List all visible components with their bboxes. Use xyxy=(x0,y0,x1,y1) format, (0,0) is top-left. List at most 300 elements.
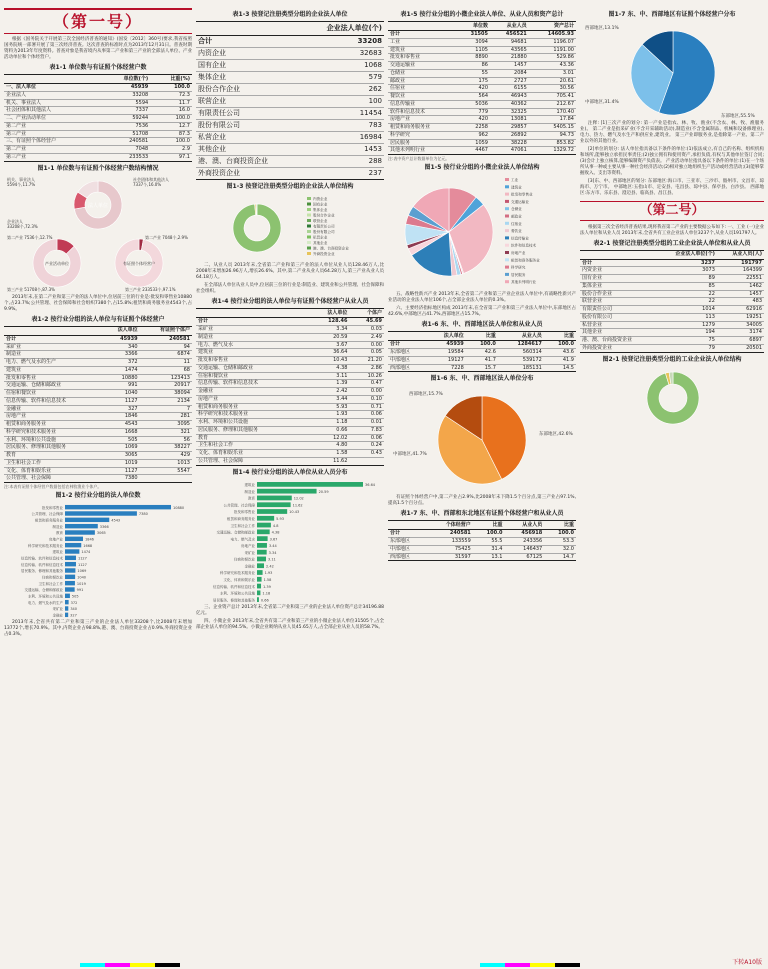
bar xyxy=(65,562,76,566)
bar-category-label: 交通运输、仓储和邮政业 xyxy=(216,530,255,535)
table-cell: 2134 xyxy=(140,397,192,405)
bar-value-label: 1040 xyxy=(77,575,87,580)
legend-label: 信息传输业 xyxy=(511,236,529,241)
bar-value-label: 0.66 xyxy=(260,597,269,602)
table-cell: 3.44 xyxy=(308,395,350,403)
bar xyxy=(257,543,267,548)
table-cell: 7380 xyxy=(103,475,140,483)
bar xyxy=(65,594,70,598)
bar xyxy=(257,529,270,534)
bar-value-label: 3366 xyxy=(99,524,109,529)
table-row xyxy=(196,120,384,132)
table-row xyxy=(4,467,192,475)
table-cell: 185131 xyxy=(498,364,544,372)
bar-value-label: 20.59 xyxy=(318,489,329,494)
column-3 xyxy=(388,8,576,963)
table-cell: 1474 xyxy=(103,366,140,374)
table-cell: 240581 xyxy=(100,138,151,146)
table-row xyxy=(4,122,192,130)
bar-value-label: 1474 xyxy=(81,550,91,555)
table-cell: 22551 xyxy=(717,275,764,283)
table-1-2-note: 注:本表有证照个体经营户数据包括农林牧渔业个体户。 xyxy=(4,484,102,490)
column-header: 个体经营户 xyxy=(426,521,472,530)
table-cell: 东部地区 xyxy=(388,349,427,357)
section-heading-first: （第一号） xyxy=(4,8,192,34)
table-cell: 237 xyxy=(300,168,384,180)
column-header xyxy=(196,22,300,36)
legend-value: 33208个,72.3% xyxy=(7,223,38,229)
table-cell: 1069 xyxy=(103,444,140,452)
legend-label: 其他企业 xyxy=(313,241,328,246)
table-row xyxy=(4,397,192,405)
table-cell: 14.5 xyxy=(544,364,576,372)
table-cell: 1453 xyxy=(300,144,384,156)
table-cell: 26892 xyxy=(490,131,529,139)
table-row xyxy=(388,349,576,357)
table-row xyxy=(196,364,384,372)
bar xyxy=(65,518,109,522)
table-header-row xyxy=(580,250,764,259)
table-cell: 3094 xyxy=(457,38,490,46)
legend-swatch xyxy=(505,280,509,283)
table-cell: 233533 xyxy=(100,153,151,161)
table-cell: 2084 xyxy=(490,69,529,77)
table-cell: 7337 xyxy=(100,107,151,115)
table-row xyxy=(580,275,764,283)
paragraph-notes-region: [3]东、中、西部地区的划分: 东部地区:海口市、三亚市、三沙市、儋州市、文昌市、琼海市、万宁市。 中部地区:五指山市、定安县、屯昌县、琼中县、保亭县、白沙县。 西部地区:东方市、乐东县、澄迈县、临高县、昌江县。 xyxy=(580,179,764,197)
table-cell: 11.7 xyxy=(150,99,192,107)
table-cell: 6897 xyxy=(717,337,764,345)
table-cell: 0.01 xyxy=(349,419,384,427)
table-cell: 合计 xyxy=(388,341,427,349)
section-heading-second: （第二号） xyxy=(580,201,764,221)
table-cell: 房地产业 xyxy=(388,116,457,124)
legend-label: 房地产业 xyxy=(511,251,526,256)
table-cell: 43.36 xyxy=(529,62,576,70)
bar xyxy=(257,488,317,493)
table-cell: 7.83 xyxy=(349,426,384,434)
table-cell: 36.64 xyxy=(308,349,350,357)
pie-label: 西部地区,13.1% xyxy=(585,26,619,32)
table-cell: 0.71 xyxy=(349,403,384,411)
table-cell: 水利、环境和公共设施 xyxy=(4,436,103,444)
table-row xyxy=(4,382,192,390)
table-row xyxy=(196,426,384,434)
table-cell: 集体企业 xyxy=(196,72,300,84)
table-row xyxy=(4,91,192,99)
bar-value-label: 1127 xyxy=(77,556,87,561)
table-cell: 123413 xyxy=(140,374,192,382)
table-cell: 1105 xyxy=(457,46,490,54)
table-row xyxy=(4,115,192,123)
table-cell: 20.59 xyxy=(308,333,350,341)
bar-category-label: 住宿和餐饮业 xyxy=(42,575,63,580)
table-cell: 有限责任公司 xyxy=(196,108,300,120)
bar-value-label: 1127 xyxy=(77,562,87,567)
column-header: 单位数 xyxy=(457,22,490,31)
table-cell: 100.0 xyxy=(544,341,576,349)
table-cell: 国有企业 xyxy=(580,275,656,283)
table-row xyxy=(196,411,384,419)
table-row xyxy=(4,475,192,483)
bar xyxy=(257,597,259,602)
table-cell: 联营企业 xyxy=(196,96,300,108)
table-1-7 xyxy=(388,520,576,561)
table-row xyxy=(196,457,384,465)
bar-category-label: 建筑业 xyxy=(244,482,255,487)
print-colorbar-right xyxy=(480,963,580,967)
table-row xyxy=(580,337,764,345)
table-cell: 文化、体育和娱乐业 xyxy=(196,450,308,458)
table-cell: 40362 xyxy=(490,100,529,108)
table-1-1 xyxy=(4,74,192,162)
table-row xyxy=(196,341,384,349)
table-cell: 1.93 xyxy=(308,411,350,419)
bar xyxy=(257,556,266,561)
bar-value-label: 3.34 xyxy=(268,550,277,555)
table-cell: 45939 xyxy=(427,341,466,349)
table-cell: 243356 xyxy=(504,538,544,546)
table-cell: 56 xyxy=(140,436,192,444)
table-row xyxy=(196,326,384,334)
table-cell: 68 xyxy=(140,366,192,374)
table-cell: 东部地区 xyxy=(388,538,426,546)
table-header-row xyxy=(4,75,192,84)
table-cell: 电力、燃气及水 xyxy=(196,341,308,349)
bar-value-label: 1.39 xyxy=(263,584,271,589)
table-cell: 房地产业 xyxy=(4,413,103,421)
table-cell: 51708 xyxy=(100,130,151,138)
table-cell: 国有企业 xyxy=(196,60,300,72)
table-cell: 文化、体育和娱乐业 xyxy=(4,467,103,475)
table-row xyxy=(196,372,384,380)
legend-label: 其他未列明行业 xyxy=(511,280,537,285)
table-row xyxy=(388,85,576,93)
table-cell: 321 xyxy=(140,428,192,436)
table-cell: 113 xyxy=(656,313,717,321)
table-cell: 14.7 xyxy=(544,553,576,561)
legend-label: 集体企业 xyxy=(313,208,328,213)
table-cell: 内资企业 xyxy=(196,48,300,60)
table-cell: 3237 xyxy=(656,259,717,267)
table-row xyxy=(580,313,764,321)
bar xyxy=(257,590,260,595)
table-cell: 公共管理、社会保障 xyxy=(4,475,103,483)
table-row xyxy=(580,306,764,314)
legend-label: 租赁和商务服务业 xyxy=(511,258,540,263)
bar xyxy=(257,549,267,554)
column-header xyxy=(580,250,656,259)
legend-value: 7337个,16.0% xyxy=(133,181,162,187)
column-header xyxy=(388,22,457,31)
table-cell: 85 xyxy=(656,282,717,290)
bar xyxy=(65,505,171,509)
table-row xyxy=(580,267,764,275)
table-cell: 194 xyxy=(656,329,717,337)
table-cell: 2.9 xyxy=(150,146,192,154)
table-row xyxy=(196,72,384,84)
table-cell: 32683 xyxy=(300,48,384,60)
bar-category-label: 建筑业 xyxy=(52,550,63,555)
legend-label: 餐饮业 xyxy=(511,229,522,234)
column-header: 比重 xyxy=(466,332,498,341)
table-cell: 75425 xyxy=(426,545,472,553)
table-cell: 居民服务、修理和其他服务 xyxy=(4,444,103,452)
table-cell: 7 xyxy=(140,405,192,413)
table-row xyxy=(4,413,192,421)
table-cell: 6874 xyxy=(140,351,192,359)
table-cell: 94681 xyxy=(490,38,529,46)
paragraph-emerging: 五、战略性新兴产业 2013年末,全省第二产业和第三产业企业法人单位中,有战略性新兴产业活动的企业法人单位106个,占全部企业法人单位的0.3%。 xyxy=(388,292,576,304)
table-cell: 79 xyxy=(656,344,717,352)
table-cell: 科学研究 xyxy=(388,131,457,139)
table-row xyxy=(196,36,384,48)
table-row xyxy=(196,60,384,72)
pie-label: 东部地区,42.6% xyxy=(539,432,573,438)
table-row xyxy=(388,139,576,147)
table-cell: 其他未列明行业 xyxy=(388,147,457,155)
legend-swatch xyxy=(307,208,311,211)
bar-category-label: 金融业 xyxy=(52,613,63,618)
bar-category-label: 制造业 xyxy=(52,524,63,529)
figure-1-6-caption: 图1-6 东、中、西部地区法人单位分布 xyxy=(430,375,534,383)
table-cell: 29857 xyxy=(490,124,529,132)
table-row xyxy=(196,333,384,341)
table-cell: 100.0 xyxy=(473,530,505,538)
table-row xyxy=(4,146,192,154)
table-cell: 中部地区 xyxy=(388,545,426,553)
legend-swatch xyxy=(505,185,509,188)
bar xyxy=(65,511,137,515)
table-cell: 529.86 xyxy=(529,54,576,62)
bar-category-label: 水利、环境和公共设施 xyxy=(28,594,63,599)
table-cell: 信息传输、软件和信息技术 xyxy=(196,380,308,388)
table-cell: 11 xyxy=(140,359,192,367)
pie-label: 中部地区,31.4% xyxy=(585,100,619,106)
table-cell: 19584 xyxy=(427,349,466,357)
legend-label: 住宿业 xyxy=(511,221,522,226)
paragraph-industry: 2013年末,在第二产业和第三产业的法人单位中,位居前三位的行业是:批发和零售业10880个,占23.7%;公共管理、社会保障和社会组织7380个,占15.8%;租赁和商务服务业4543个,占9.9%。 xyxy=(4,294,192,312)
table-cell: 779 xyxy=(457,108,490,116)
table-1-4 xyxy=(196,308,384,465)
table-cell: 87.3 xyxy=(150,130,192,138)
table-cell xyxy=(349,457,384,465)
table-cell: 45.69 xyxy=(349,318,384,326)
table-cell: 42.6 xyxy=(466,349,498,357)
table-cell: 科学研究和技术服务业 xyxy=(4,428,103,436)
column-header xyxy=(388,521,426,530)
table-cell: 212.67 xyxy=(529,100,576,108)
table-2-1 xyxy=(580,250,764,353)
table-1-3-caption: 表1-3 按登记注册类型分组的企业法人单位 xyxy=(232,11,348,18)
column-header: 比重(%) xyxy=(150,75,192,84)
table-row xyxy=(4,459,192,467)
paragraph-assets: 三、企业资产总计 2013年末,全省第二产业和第三产业的企业法人单位资产总计34196.88亿元。 xyxy=(196,604,384,616)
pie-center-label: 产业活动单位 xyxy=(45,260,69,266)
table-cell: 1.39 xyxy=(308,380,350,388)
table-cell: 住宿和餐饮业 xyxy=(4,390,103,398)
legend-swatch xyxy=(505,215,509,218)
table-cell: 一、法人单位 xyxy=(4,84,100,92)
table-cell: 43.6 xyxy=(544,349,576,357)
legend-swatch xyxy=(505,251,509,254)
table-row xyxy=(4,138,192,146)
table-row xyxy=(388,545,576,553)
table-cell: 22 xyxy=(656,298,717,306)
table-row xyxy=(580,321,764,329)
table-cell: 1279 xyxy=(656,321,717,329)
table-row xyxy=(388,124,576,132)
table-1-5-caption: 表1-5 按行业分组的小微企业法人单位、从业人员和资产总计 xyxy=(400,11,564,18)
table-cell: 38227 xyxy=(140,444,192,452)
table-cell: 交通运输、仓储和邮政业 xyxy=(196,364,308,372)
table-cell: 164399 xyxy=(717,267,764,275)
table-cell: 962 xyxy=(457,131,490,139)
table-row xyxy=(580,282,764,290)
pie-slice xyxy=(256,204,257,215)
table-cell: 14605.93 xyxy=(529,31,576,39)
table-cell: 批发和零售业 xyxy=(4,374,103,382)
bar xyxy=(65,606,68,610)
table-cell: 31505 xyxy=(457,31,490,39)
table-cell: 16984 xyxy=(300,132,384,144)
table-cell: 制造业 xyxy=(196,333,308,341)
table-cell: 3073 xyxy=(656,267,717,275)
table-cell: 47061 xyxy=(490,147,529,155)
table-cell: 股份有限公司 xyxy=(580,313,656,321)
pie-center-label: 有证照个体经营户 xyxy=(123,260,155,266)
table-cell: 信息传输、软件和信息技术 xyxy=(4,397,103,405)
table-cell: 89 xyxy=(656,275,717,283)
legend-swatch xyxy=(505,178,509,181)
table-cell: 内资企业 xyxy=(580,267,656,275)
table-cell: 制造业 xyxy=(4,351,103,359)
table-cell: 集体企业 xyxy=(580,282,656,290)
bar-value-label: 340 xyxy=(70,607,77,612)
table-cell: 128.46 xyxy=(308,318,350,326)
bar-value-label: 3.44 xyxy=(268,543,277,548)
table-cell: 2.86 xyxy=(349,364,384,372)
column-header: 比重 xyxy=(544,521,576,530)
legend-label: 第三产业 233533个,97.1% xyxy=(125,286,176,292)
column-header: 从业人员 xyxy=(498,332,544,341)
bar-value-label: 1069 xyxy=(77,569,87,574)
bar-value-label: 3.11 xyxy=(267,557,276,562)
table-cell: 1068 xyxy=(300,60,384,72)
table-cell: 其他企业 xyxy=(580,329,656,337)
bar-category-label: 批发和零售业 xyxy=(234,509,255,514)
table-cell: 1457 xyxy=(490,62,529,70)
table-1-6-caption: 表1-6 东、中、西部地区法人单位和从业人员 xyxy=(421,321,543,329)
table-cell: 1.18 xyxy=(308,419,350,427)
legend-label: 建筑业 xyxy=(511,185,522,190)
table-cell: 住宿业 xyxy=(388,85,457,93)
table-cell: 卫生和社会工作 xyxy=(4,459,103,467)
table-cell: 13.1 xyxy=(473,553,505,561)
legend-label: 工业 xyxy=(511,178,519,183)
bar xyxy=(65,530,95,534)
bar-category-label: 租赁和商务服务业 xyxy=(227,516,255,521)
legend-swatch xyxy=(505,193,509,196)
bar xyxy=(65,600,69,604)
table-cell: 餐饮业 xyxy=(388,93,457,101)
table-cell: 38228 xyxy=(490,139,529,147)
table-cell: 1457 xyxy=(717,290,764,298)
legend-swatch xyxy=(307,203,311,206)
table-cell: 539172 xyxy=(498,356,544,364)
bar-category-label: 信息传输、软件和信息技术 xyxy=(21,556,63,561)
table-cell: 第三产业 xyxy=(4,153,100,161)
table-cell: 505 xyxy=(103,436,140,444)
table-cell: 100.0 xyxy=(544,530,576,538)
table-cell: 10.43 xyxy=(308,357,350,365)
table-cell: 6155 xyxy=(490,85,529,93)
bar-category-label: 采矿业 xyxy=(52,607,63,612)
legend-label: 第二产业 7536个,12.7% xyxy=(7,234,53,240)
table-row xyxy=(196,132,384,144)
bar-value-label: 505 xyxy=(71,594,79,599)
table-cell: 租赁和商务服务业 xyxy=(388,124,457,132)
table-cell: 560314 xyxy=(498,349,544,357)
legend-swatch xyxy=(307,214,311,217)
bar xyxy=(257,495,292,500)
table-cell: 批发和零售业 xyxy=(388,54,457,62)
table-row xyxy=(196,84,384,96)
table-row xyxy=(4,366,192,374)
table-cell: 批发和零售业 xyxy=(196,357,308,365)
legend-swatch xyxy=(307,230,311,233)
bar-value-label: 991 xyxy=(76,588,84,593)
table-cell: 合计 xyxy=(196,318,308,326)
legend-label: 仓储业 xyxy=(511,207,522,212)
bar xyxy=(65,568,75,572)
table-cell: 43565 xyxy=(490,46,529,54)
table-cell: 53.3 xyxy=(544,538,576,546)
bar xyxy=(65,549,79,553)
table-cell: 5405.15 xyxy=(529,124,576,132)
table-1-6 xyxy=(388,331,576,372)
table-cell: 2258 xyxy=(457,124,490,132)
bar-category-label: 卫生和社会工作 xyxy=(38,581,63,586)
table-cell: 13081 xyxy=(490,116,529,124)
bar-value-label: 10.43 xyxy=(289,509,300,514)
table-cell: 55 xyxy=(457,69,490,77)
table-cell: 联营企业 xyxy=(580,298,656,306)
table-cell: 705.41 xyxy=(529,93,576,101)
table-cell: 机关、事业法人 xyxy=(4,99,100,107)
table-cell: 2.49 xyxy=(349,333,384,341)
legend-swatch xyxy=(505,207,509,210)
bar-value-label: 12.02 xyxy=(293,496,304,501)
column-4 xyxy=(580,8,764,963)
table-row xyxy=(388,131,576,139)
table-cell: 3065 xyxy=(103,452,140,460)
table-cell: 12.7 xyxy=(150,122,192,130)
table-cell: 0.66 xyxy=(308,426,350,434)
table-cell: 港、澳、台商投资企业 xyxy=(580,337,656,345)
column-header: 企业法人单位(个) xyxy=(656,250,717,259)
table-cell: 59244 xyxy=(100,115,151,123)
table-cell: 7228 xyxy=(427,364,466,372)
table-row xyxy=(388,538,576,546)
table-cell: 72.3 xyxy=(150,91,192,99)
column-header: 有证照个体户 xyxy=(140,326,192,335)
bar xyxy=(65,581,75,585)
table-row xyxy=(4,107,192,115)
paragraph-enterprise: 2013年末,全省共有第二产业和第三产业的企业法人单位33208个,比2008年末增加13772个,增长70.9%。其中,内资企业占98.8%,港、澳、台商投资企业占0.9%,外商投资企业占0.3%。 xyxy=(4,620,192,638)
table-cell: 564 xyxy=(457,93,490,101)
table-cell: 100.0 xyxy=(150,84,192,92)
